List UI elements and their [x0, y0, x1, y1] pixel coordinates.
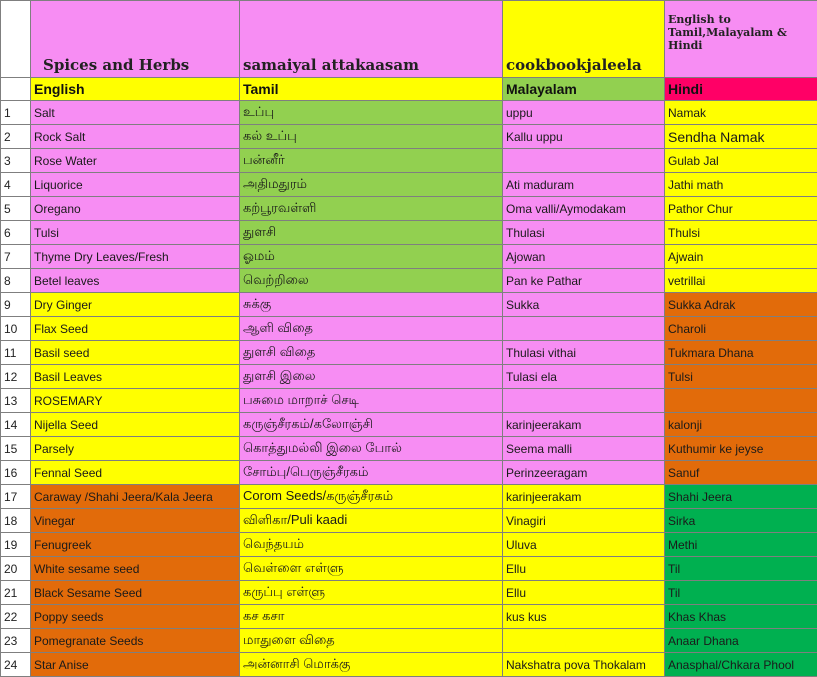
malayalam-cell: Nakshatra pova Thokalam — [503, 653, 665, 677]
malayalam-cell: uppu — [503, 101, 665, 125]
tamil-cell: உப்பு — [240, 101, 503, 125]
english-cell: Pomegranate Seeds — [31, 629, 240, 653]
hindi-cell: Tukmara Dhana — [665, 341, 817, 365]
hindi-cell: Tulsi — [665, 365, 817, 389]
tamil-cell: கருஞ்சீரகம்/கலோஞ்சி — [240, 413, 503, 437]
hindi-cell: Thulsi — [665, 221, 817, 245]
header-translation-note: English to Tamil,Malayalam & Hindi — [665, 1, 817, 78]
subheader-malayalam: Malayalam — [503, 78, 665, 101]
row-number-cell: 17 — [1, 485, 31, 509]
row-number-cell: 1 — [1, 101, 31, 125]
row-number-cell: 14 — [1, 413, 31, 437]
row-number-cell: 12 — [1, 365, 31, 389]
table-row — [1, 149, 817, 173]
row-number-cell: 21 — [1, 581, 31, 605]
subheader-english: English — [31, 78, 240, 101]
table-row — [1, 629, 817, 653]
malayalam-cell: Sukka — [503, 293, 665, 317]
row-number-cell: 10 — [1, 317, 31, 341]
tamil-cell: துளசி இலை — [240, 365, 503, 389]
table-row — [1, 437, 817, 461]
malayalam-cell: Perinzeeragam — [503, 461, 665, 485]
row-number-cell: 20 — [1, 557, 31, 581]
header-spices-and-herbs: Spices and Herbs — [31, 1, 240, 78]
row-number-cell: 5 — [1, 197, 31, 221]
malayalam-cell: Thulasi — [503, 221, 665, 245]
row-number-cell: 16 — [1, 461, 31, 485]
english-cell: ROSEMARY — [31, 389, 240, 413]
english-cell: Poppy seeds — [31, 605, 240, 629]
hindi-cell: Sukka Adrak — [665, 293, 817, 317]
tamil-cell: அன்னாசி மொக்கு — [240, 653, 503, 677]
hindi-cell: vetrillai — [665, 269, 817, 293]
table-row — [1, 341, 817, 365]
subheader-row — [1, 78, 817, 101]
malayalam-cell: Pan ke Pathar — [503, 269, 665, 293]
table-row — [1, 125, 817, 149]
table-row — [1, 365, 817, 389]
tamil-cell: வெற்றிலை — [240, 269, 503, 293]
table-row — [1, 485, 817, 509]
table-row — [1, 509, 817, 533]
tamil-cell: வெந்தயம் — [240, 533, 503, 557]
english-cell: Fennal Seed — [31, 461, 240, 485]
tamil-cell: ஆளி விதை — [240, 317, 503, 341]
hindi-cell: Ajwain — [665, 245, 817, 269]
english-cell: Tulsi — [31, 221, 240, 245]
row-number-cell: 7 — [1, 245, 31, 269]
table-row — [1, 389, 817, 413]
table-row — [1, 461, 817, 485]
english-cell: Caraway /Shahi Jeera/Kala Jeera — [31, 485, 240, 509]
english-cell: Flax Seed — [31, 317, 240, 341]
english-cell: Salt — [31, 101, 240, 125]
table-row — [1, 557, 817, 581]
hindi-cell: Anaar Dhana — [665, 629, 817, 653]
hindi-cell — [665, 389, 817, 413]
malayalam-cell: Ati maduram — [503, 173, 665, 197]
subheader-tamil: Tamil — [240, 78, 503, 101]
english-cell: Betel leaves — [31, 269, 240, 293]
malayalam-cell: kus kus — [503, 605, 665, 629]
hindi-cell: Khas Khas — [665, 605, 817, 629]
hindi-cell: Namak — [665, 101, 817, 125]
malayalam-cell — [503, 389, 665, 413]
table-row — [1, 221, 817, 245]
tamil-cell: கருப்பு எள்ளு — [240, 581, 503, 605]
hindi-cell: Pathor Chur — [665, 197, 817, 221]
tamil-cell: Corom Seeds/கருஞ்சீரகம் — [240, 485, 503, 509]
table-row — [1, 605, 817, 629]
table-row — [1, 293, 817, 317]
malayalam-cell — [503, 629, 665, 653]
row-number-cell: 19 — [1, 533, 31, 557]
row-number-cell: 22 — [1, 605, 31, 629]
row-number-cell: 11 — [1, 341, 31, 365]
hindi-cell: Anasphal/Chkara Phool — [665, 653, 817, 677]
malayalam-cell: Ajowan — [503, 245, 665, 269]
hindi-cell: Methi — [665, 533, 817, 557]
malayalam-cell: Ellu — [503, 581, 665, 605]
tamil-cell: கற்பூரவள்ளி — [240, 197, 503, 221]
english-cell: Dry Ginger — [31, 293, 240, 317]
hindi-cell: Sendha Namak — [665, 125, 817, 149]
row-number-cell: 23 — [1, 629, 31, 653]
malayalam-cell: Oma valli/Aymodakam — [503, 197, 665, 221]
subheader-corner — [1, 78, 31, 101]
corner-cell — [1, 1, 31, 78]
row-number-cell: 18 — [1, 509, 31, 533]
tamil-cell: வெள்ளை எள்ளு — [240, 557, 503, 581]
hindi-cell: Til — [665, 581, 817, 605]
malayalam-cell: karinjeerakam — [503, 485, 665, 509]
row-number-cell: 8 — [1, 269, 31, 293]
table-row — [1, 533, 817, 557]
hindi-cell: Sanuf — [665, 461, 817, 485]
header-samaiyal-attakaasam: samaiyal attakaasam — [240, 1, 503, 78]
malayalam-cell: Uluva — [503, 533, 665, 557]
row-number-cell: 13 — [1, 389, 31, 413]
table-row — [1, 197, 817, 221]
table-row — [1, 581, 817, 605]
english-cell: Parsely — [31, 437, 240, 461]
english-cell: Liquorice — [31, 173, 240, 197]
row-number-cell: 15 — [1, 437, 31, 461]
english-cell: Star Anise — [31, 653, 240, 677]
tamil-cell: பன்னீர் — [240, 149, 503, 173]
malayalam-cell: Tulasi ela — [503, 365, 665, 389]
hindi-cell: Jathi math — [665, 173, 817, 197]
table-row — [1, 269, 817, 293]
tamil-cell: துளசி விதை — [240, 341, 503, 365]
malayalam-cell: karinjeerakam — [503, 413, 665, 437]
tamil-cell: பசுமை மாறாச் செடி — [240, 389, 503, 413]
malayalam-cell: Ellu — [503, 557, 665, 581]
tamil-cell: ஓமம் — [240, 245, 503, 269]
malayalam-cell: Vinagiri — [503, 509, 665, 533]
hindi-cell: Sirka — [665, 509, 817, 533]
table-row — [1, 245, 817, 269]
row-number-cell: 3 — [1, 149, 31, 173]
tamil-cell: சோம்பு/பெருஞ்சீரகம் — [240, 461, 503, 485]
english-cell: Basil Leaves — [31, 365, 240, 389]
header-row — [1, 1, 817, 78]
header-cookbookjaleela: cookbookjaleela — [503, 1, 665, 78]
table-row — [1, 413, 817, 437]
tamil-cell: சுக்கு — [240, 293, 503, 317]
hindi-cell: Shahi Jeera — [665, 485, 817, 509]
hindi-cell: Gulab Jal — [665, 149, 817, 173]
english-cell: White sesame seed — [31, 557, 240, 581]
malayalam-cell — [503, 149, 665, 173]
hindi-cell: kalonji — [665, 413, 817, 437]
english-cell: Black Sesame Seed — [31, 581, 240, 605]
tamil-cell: விளிகா/Puli kaadi — [240, 509, 503, 533]
malayalam-cell: Thulasi vithai — [503, 341, 665, 365]
table-row — [1, 317, 817, 341]
row-number-cell: 6 — [1, 221, 31, 245]
hindi-cell: Kuthumir ke jeyse — [665, 437, 817, 461]
malayalam-cell — [503, 317, 665, 341]
row-number-cell: 24 — [1, 653, 31, 677]
malayalam-cell: Seema malli — [503, 437, 665, 461]
tamil-cell: துளசி — [240, 221, 503, 245]
english-cell: Rock Salt — [31, 125, 240, 149]
tamil-cell: அதிமதுரம் — [240, 173, 503, 197]
hindi-cell: Charoli — [665, 317, 817, 341]
table-row — [1, 173, 817, 197]
malayalam-cell: Kallu uppu — [503, 125, 665, 149]
tamil-cell: மாதுளை விதை — [240, 629, 503, 653]
english-cell: Oregano — [31, 197, 240, 221]
english-cell: Thyme Dry Leaves/Fresh — [31, 245, 240, 269]
tamil-cell: கச கசா — [240, 605, 503, 629]
english-cell: Nijella Seed — [31, 413, 240, 437]
english-cell: Vinegar — [31, 509, 240, 533]
tamil-cell: கொத்துமல்லி இலை போல் — [240, 437, 503, 461]
english-cell: Rose Water — [31, 149, 240, 173]
english-cell: Fenugreek — [31, 533, 240, 557]
table-row — [1, 101, 817, 125]
subheader-hindi: Hindi — [665, 78, 817, 101]
english-cell: Basil seed — [31, 341, 240, 365]
hindi-cell: Til — [665, 557, 817, 581]
tamil-cell: கல் உப்பு — [240, 125, 503, 149]
table-row — [1, 653, 817, 677]
row-number-cell: 2 — [1, 125, 31, 149]
row-number-cell: 9 — [1, 293, 31, 317]
row-number-cell: 4 — [1, 173, 31, 197]
